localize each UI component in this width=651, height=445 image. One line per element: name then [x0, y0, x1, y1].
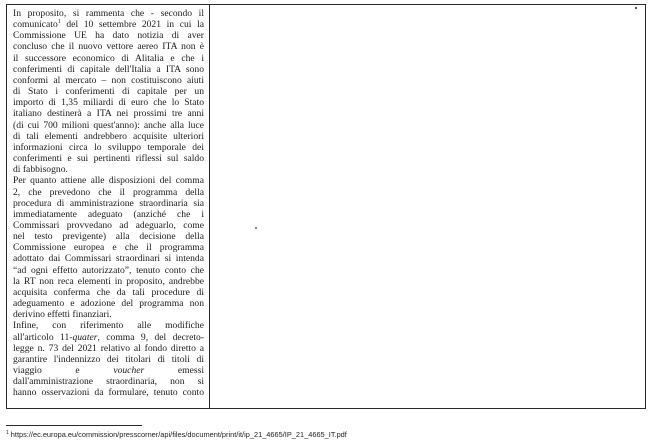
text-fragment-italic: voucher: [113, 365, 145, 376]
text-line: acquisita conferma che da tali procedure di: [13, 286, 204, 298]
text-line: Commissione europea e che il programma: [13, 242, 204, 254]
text-line: il successore economico di Alitalia e che i: [13, 52, 204, 64]
empty-column: [210, 5, 645, 408]
text-line: legge n. 73 del 2021 relativo al fondo diretto a: [13, 342, 204, 354]
text-line: di fabbisogno.: [13, 164, 68, 176]
text-line: [13, 19, 204, 30]
text-line: procedura di amministrazione straordinaria sia: [13, 197, 204, 209]
text-line: [13, 332, 204, 343]
text-line: adeguamento e adozione del programma non: [13, 298, 204, 310]
text-line: importo di 1,35 miliardi di euro che lo Stato: [13, 97, 204, 109]
document-table: [6, 4, 646, 409]
text-line: conferimenti e sui pertinenti riflessi sul saldo: [13, 153, 204, 165]
text-fragment: del 10 settembre 2021 in cui la: [60, 19, 204, 31]
footnote-marker: 1: [57, 18, 61, 25]
text-line: “ad ogni effetto autorizzato”, tenuto conto che: [13, 264, 204, 276]
text-line: Commissione UE ha dato notizia di aver: [13, 30, 204, 42]
text-line: conformi al mercato – non costituiscono aiuti: [13, 74, 204, 86]
text-line: concluso che il nuovo vettore aereo ITA non è: [13, 41, 204, 53]
text-line: di tali elementi andrebbero acquisite ulteriori: [13, 130, 204, 142]
footnote: [6, 430, 347, 440]
text-line: garantire l'indennizzo dei titolari di titoli di: [13, 353, 204, 365]
text-line: dall'amministrazione straordinaria, non si: [13, 376, 204, 388]
scan-mark: [635, 7, 637, 9]
scan-mark: [255, 227, 257, 229]
text-fragment: comunicato: [13, 19, 58, 31]
text-line: Commissari provvedano ad adeguarlo, come: [13, 219, 204, 231]
text-fragment: all'articolo 11-: [13, 331, 73, 343]
text-line: 2, che prevedono che il programma della: [13, 186, 204, 198]
text-fragment: viaggio: [13, 365, 42, 376]
text-fragment: emessi: [177, 365, 204, 376]
text-line: (di cui 700 milioni quest'anno): anche alla luce: [13, 119, 204, 131]
text-line: informazioni circa lo sviluppo temporale dei: [13, 141, 204, 153]
text-line: derivino effetti finanziari.: [13, 309, 112, 321]
text-line: la RT non reca elementi in proposito, andrebbe: [13, 275, 204, 287]
text-line: nel testo previgente) alla decisione della: [13, 231, 204, 243]
text-line: In proposito, si rammenta che - secondo il: [13, 8, 204, 19]
footnote-separator: [6, 425, 142, 426]
commentary-column: [7, 5, 210, 408]
text-fragment-italic: quater: [72, 331, 98, 343]
text-line: italiano destinerà a ITA nei prossimi tre anni: [13, 108, 204, 120]
text-line: Per quanto attiene alle disposizioni del comma: [13, 175, 204, 187]
text-line: hanno osservazioni da formulare, tenuto conto: [13, 387, 204, 399]
footnote-number: 1: [6, 429, 9, 436]
text-line: [13, 365, 204, 376]
text-fragment: , comma 9, del decreto-: [97, 331, 204, 343]
text-line: immediatamente adeguato (anziché che i: [13, 208, 204, 220]
footnote-url[interactable]: https://ec.europa.eu/commission/presscorner/api/files/document/print/it/ip_21_4665/IP_21_4665_IT.pdf: [10, 430, 347, 439]
text-fragment: e: [75, 365, 80, 376]
text-line: di Stato i conferimenti di capitale per un: [13, 86, 204, 98]
text-line: adottato dai Commissari straordinari si intenda: [13, 253, 204, 265]
text-line: conferimenti di capitale dell'Italia a ITA sono: [13, 63, 204, 75]
text-line: Infine, con riferimento alle modifiche: [13, 320, 204, 332]
